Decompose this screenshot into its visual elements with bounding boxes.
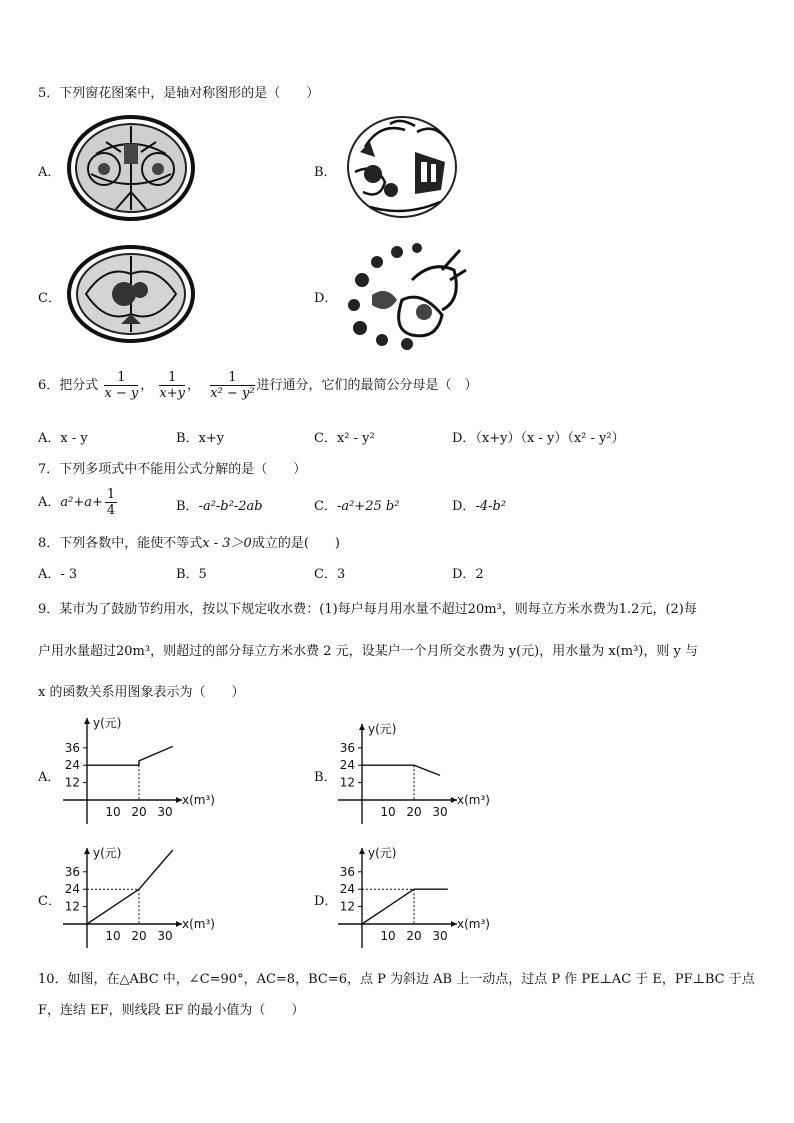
q5-option-b-label: B．	[314, 165, 337, 180]
graph-c[interactable]	[55, 840, 220, 952]
option-expression: -a²+25 b²	[336, 499, 400, 514]
x-tick-label: 20	[131, 929, 147, 943]
x-tick-label: 30	[157, 929, 173, 943]
q7-option-c	[314, 495, 399, 514]
x-tick-label: 10	[380, 929, 396, 943]
papercut-image-d[interactable]	[342, 240, 467, 352]
fraction-denominator: 4	[106, 503, 116, 518]
option-expression: a²+a+	[60, 495, 103, 510]
fraction-numerator: 1	[159, 370, 185, 386]
q8-option-a: A．- 3	[38, 567, 78, 582]
graph-d[interactable]	[330, 840, 495, 952]
q6-stem-suffix: 进行通分，它们的最简公分母是（ ）	[256, 378, 478, 393]
x-tick-label: 10	[105, 929, 121, 943]
fraction-numerator: 1	[210, 370, 254, 386]
fraction-denominator: x − y	[104, 386, 139, 401]
q7-stem: 7．下列多项式中不能用公式分解的是（ ）	[38, 462, 307, 477]
series-line	[362, 765, 440, 775]
q8-stem-suffix: 成立的是( )	[251, 536, 340, 551]
y-tick-label: 12	[339, 775, 355, 790]
y-axis-label: y(元)	[368, 722, 397, 736]
y-axis-arrow	[359, 848, 365, 854]
q9-option-b-label: B．	[314, 770, 337, 785]
q6-fraction-2	[159, 370, 185, 401]
x-tick-label: 30	[432, 805, 448, 819]
q8-option-d: D．2	[452, 567, 484, 582]
y-axis-arrow	[359, 724, 365, 730]
y-tick-label: 36	[339, 864, 355, 879]
option-expression: -a²-b²-2ab	[198, 499, 263, 514]
option-expression: -4-b²	[475, 499, 507, 514]
fraction-denominator: x+y	[159, 386, 185, 401]
q9-option-a-label: A．	[38, 770, 61, 785]
option-label: B．	[176, 499, 199, 514]
y-tick-label: 24	[64, 758, 80, 773]
q6-option-c: C．x² - y²	[314, 431, 375, 446]
fraction-denominator: x² − y²	[210, 386, 255, 401]
y-tick-label: 36	[64, 740, 80, 755]
y-tick-label: 24	[339, 882, 355, 897]
papercut-image-b[interactable]	[345, 112, 460, 220]
y-axis-label: y(元)	[93, 716, 122, 730]
q10-line-1: 10．如图，在△ABC 中，∠C=90°，AC=8，BC=6，点 P 为斜边 AB 上一动点，过点 P 作 PE⊥AC 于 E，PF⊥BC 于点	[38, 972, 755, 987]
y-tick-label: 24	[339, 758, 355, 773]
y-axis-arrow	[84, 848, 90, 854]
graph-a[interactable]	[55, 710, 220, 828]
x-tick-label: 10	[105, 805, 121, 819]
fraction-numerator: 1	[106, 487, 116, 502]
q8-stem	[38, 532, 340, 551]
y-axis-label: y(元)	[93, 846, 122, 860]
graph-b[interactable]	[330, 716, 495, 828]
y-tick-label: 12	[64, 775, 80, 790]
series-line	[87, 850, 173, 924]
x-axis-label: x(m³)	[182, 917, 215, 931]
q6-option-b: B．x+y	[176, 431, 225, 446]
x-tick-label: 10	[380, 805, 396, 819]
q10-line-2: F，连结 EF，则线段 EF 的最小值为（ ）	[38, 1003, 305, 1018]
x-axis-label: x(m³)	[457, 917, 490, 931]
q6-separator: ，	[187, 378, 201, 393]
papercut-image-a[interactable]	[66, 114, 196, 222]
q8-option-b: B．5	[176, 567, 207, 582]
x-tick-label: 30	[157, 805, 173, 819]
q9-line-2: 户用水量超过20m³，则超过的部分每立方米水费 2 元，设某户一个月所交水费为 y(元)，用水量为 x(m³)，则 y 与	[38, 644, 698, 659]
y-tick-label: 12	[339, 899, 355, 914]
q7-option-b	[176, 495, 263, 514]
q8-stem-prefix: 8．下列各数中，能使不等式	[38, 536, 203, 551]
x-tick-label: 20	[131, 805, 147, 819]
option-label: A．	[38, 495, 61, 510]
papercut-image-c[interactable]	[66, 244, 196, 344]
q9-option-d-label: D．	[314, 894, 338, 909]
y-axis-label: y(元)	[368, 846, 397, 860]
q5-stem: 5．下列窗花图案中，是轴对称图形的是（ ）	[38, 86, 320, 101]
q6-option-a: A．x - y	[38, 431, 88, 446]
option-label: D．	[452, 499, 476, 514]
q6-separator: ，	[140, 378, 154, 393]
q6-fraction-3	[210, 370, 254, 401]
y-tick-label: 36	[339, 740, 355, 755]
x-tick-label: 30	[432, 929, 448, 943]
q8-inequality: x - 3＞0	[202, 536, 252, 551]
q7-fraction	[105, 487, 117, 518]
y-axis-arrow	[84, 718, 90, 724]
q6-option-d: D．（x+y）（x - y）（x² - y²）	[452, 431, 625, 446]
q7-option-a	[38, 484, 119, 522]
series-line	[87, 746, 173, 765]
y-tick-label: 12	[64, 899, 80, 914]
x-axis-label: x(m³)	[182, 793, 215, 807]
q7-option-d	[452, 495, 506, 514]
q9-option-c-label: C．	[38, 894, 61, 909]
q9-line-1: 9．某市为了鼓励节约用水，按以下规定收水费：(1)每户每月用水量不超过20m³，则每立方米水费为1.2元，(2)每	[38, 602, 697, 617]
option-label: C．	[314, 499, 337, 514]
fraction-numerator: 1	[104, 370, 138, 386]
x-tick-label: 20	[406, 929, 422, 943]
q9-line-3: x 的函数关系用图象表示为（ ）	[38, 685, 245, 700]
x-tick-label: 20	[406, 805, 422, 819]
q6-fraction-1	[104, 370, 138, 401]
y-tick-label: 36	[64, 864, 80, 879]
q5-option-d-label: D．	[314, 291, 338, 306]
q8-option-c: C．3	[314, 567, 346, 582]
q5-option-c-label: C．	[38, 291, 61, 306]
y-tick-label: 24	[64, 882, 80, 897]
series-line	[362, 889, 448, 924]
q6-stem	[38, 366, 478, 406]
q5-option-a-label: A．	[38, 165, 61, 180]
x-axis-label: x(m³)	[457, 793, 490, 807]
q6-stem-prefix: 6．把分式	[38, 378, 99, 393]
